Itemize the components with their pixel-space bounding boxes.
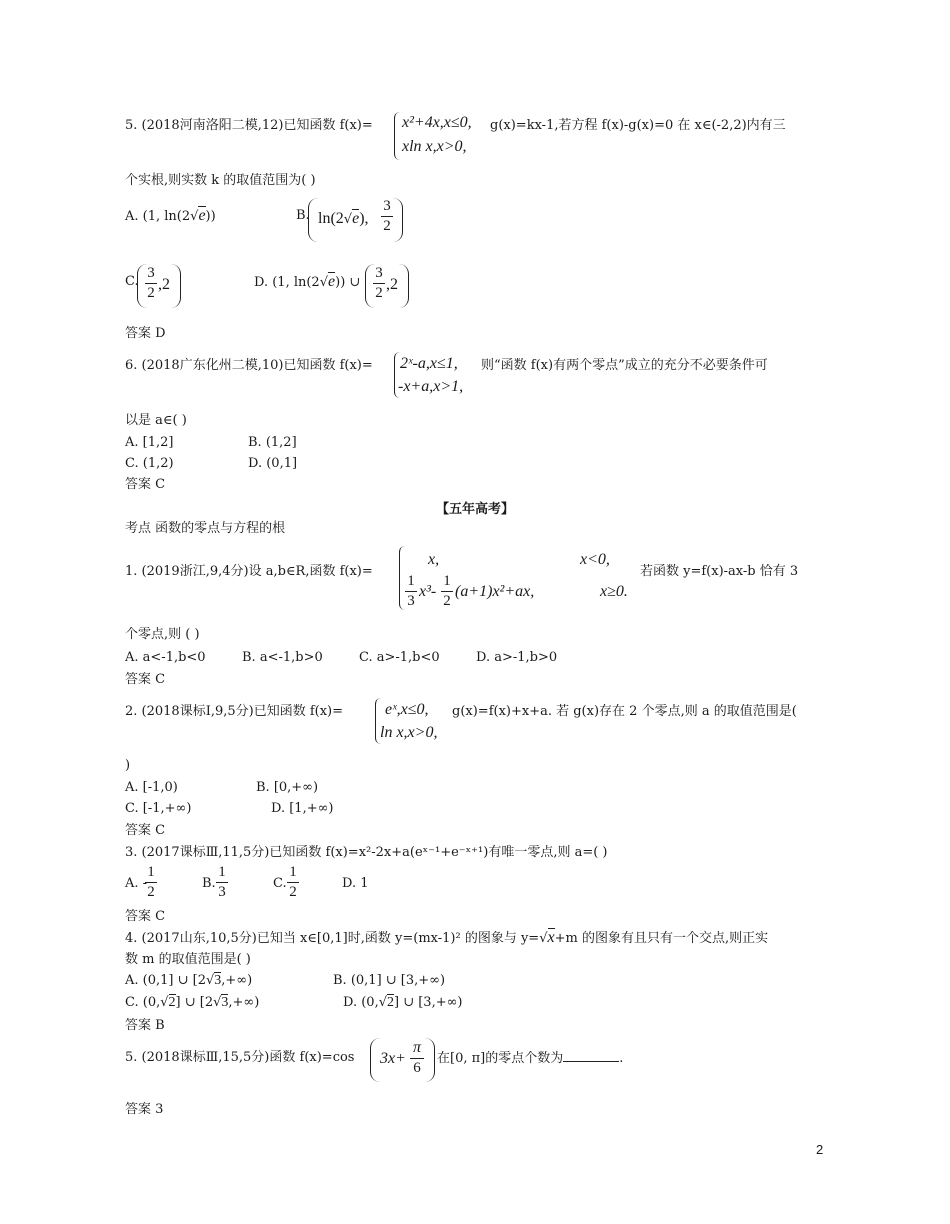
q4-answer: 答案 B xyxy=(125,1018,165,1033)
q5a-option-c-label: C. xyxy=(125,274,139,289)
fraction xyxy=(441,573,453,610)
q6a-option-a: A. [1,2] xyxy=(125,435,174,450)
option-text: )) xyxy=(205,209,216,224)
q2-option-c: C. [-1,+∞) xyxy=(125,801,192,816)
q1-answer: 答案 C xyxy=(125,672,166,687)
q2-stem-mid: g(x)=f(x)+x+a. 若 g(x)存在 2 个零点,则 a 的取值范围是( xyxy=(452,704,797,719)
root-radicand: e xyxy=(328,273,336,290)
right-paren xyxy=(424,1038,435,1082)
option-text: ] ∪ [3,+∞) xyxy=(394,995,463,1010)
q3-stem: 3. (2017课标Ⅲ,11,5分)已知函数 f(x)=x²-2x+a(eˣ⁻¹+e⁻ˣ⁺¹)有唯一零点,则 a=( ) xyxy=(125,845,608,860)
root-radicand: x xyxy=(547,929,555,946)
option-text: A. (1, ln(2 xyxy=(125,209,191,224)
denominator: 6 xyxy=(413,1060,421,1076)
option-text: ln(2 xyxy=(318,210,344,227)
q5b-answer: 答案 3 xyxy=(125,1102,164,1117)
root-radicand: e xyxy=(352,210,360,227)
fraction xyxy=(373,265,385,302)
stem-text: 4. (2017山东,10,5分)已知当 x∈[0,1]时,函数 y=(mx-1)² 的图象与 y= xyxy=(125,931,540,946)
q6a-stem-mid: 则“函数 f(x)有两个零点”成立的充分不必要条件可 xyxy=(481,358,768,373)
denominator: 3 xyxy=(218,884,226,900)
q1-stem-mid: 若函数 y=f(x)-ax-b 恰有 3 xyxy=(640,564,799,579)
option-text: ] ∪ [2 xyxy=(175,995,214,1010)
option-text: D. (1, ln(2 xyxy=(254,275,320,290)
numerator: 3 xyxy=(147,265,155,281)
q6a-option-d: D. (0,1] xyxy=(248,456,298,471)
q1-case1-expr: x, xyxy=(428,551,440,568)
stem-text: . xyxy=(619,1051,624,1066)
q1-stem-pre: 1. (2019浙江,9,4分)设 a,b∈R,函数 f(x)= xyxy=(125,564,373,579)
q4-option-d: D. (0,√2] ∪ [3,+∞) xyxy=(343,995,463,1010)
q6a-case1: 2ˣ-a,x≤1, xyxy=(400,355,458,372)
q6a-answer: 答案 C xyxy=(125,477,166,492)
q5a-option-d-tail: ,2 xyxy=(386,276,398,293)
q2-stem-tail: ) xyxy=(125,758,131,773)
q5a-stem-pre: 5. (2018河南洛阳二模,12)已知函数 f(x)= xyxy=(125,118,373,133)
denominator: 3 xyxy=(407,593,415,609)
section-heading: 【五年高考】 xyxy=(435,502,514,517)
q1-option-b: B. a<-1,b>0 xyxy=(242,650,323,665)
option-text: ,+∞) xyxy=(221,973,253,988)
q4-stem: 4. (2017山东,10,5分)已知当 x∈[0,1]时,函数 y=(mx-1)² 的图象与 y=√x+m 的图象有且只有一个交点,则正实 xyxy=(125,929,769,946)
q2-option-a: A. [-1,0) xyxy=(125,780,178,795)
option-text: D. (0, xyxy=(343,995,379,1010)
denominator: 2 xyxy=(383,218,391,234)
fraction xyxy=(410,1039,424,1077)
option-text: ), xyxy=(359,210,369,227)
q1-case1-cond: x<0, xyxy=(580,551,610,568)
right-paren xyxy=(170,264,181,308)
q4-option-b: B. (0,1] ∪ [3,+∞) xyxy=(333,973,446,988)
q5b-stem-post xyxy=(437,1049,623,1068)
q5a-option-b-label: B. xyxy=(296,208,310,223)
fraction xyxy=(287,864,299,901)
q5a-answer: 答案 D xyxy=(125,326,166,341)
denominator: 2 xyxy=(289,884,297,900)
q6a-option-c: C. (1,2) xyxy=(125,456,174,471)
denominator: 2 xyxy=(147,884,155,900)
q1-option-a: A. a<-1,b<0 xyxy=(125,650,206,665)
numerator: π xyxy=(412,1039,421,1056)
q4-stem-tail: 数 m 的取值范围是( ) xyxy=(125,952,251,967)
numerator: 1 xyxy=(147,864,155,880)
piecewise-brace xyxy=(394,112,401,160)
numerator: 1 xyxy=(443,573,451,589)
q5a-option-c-tail: ,2 xyxy=(158,276,170,293)
numerator: 3 xyxy=(383,198,391,214)
root-radicand: 3 xyxy=(214,973,222,988)
numerator: 3 xyxy=(375,265,383,281)
q6a-stem-tail: 以是 a∈( ) xyxy=(125,413,187,428)
q4-option-c: C. (0,√2] ∪ [2√3,+∞) xyxy=(125,995,260,1010)
topic-heading: 考点 函数的零点与方程的根 xyxy=(125,521,286,536)
denominator: 2 xyxy=(375,285,383,301)
option-text: ,+∞) xyxy=(228,995,260,1010)
q5a-option-b: ln(2√e), xyxy=(318,210,369,227)
fraction xyxy=(405,573,417,610)
q3-answer: 答案 C xyxy=(125,909,166,924)
stem-text: 在[0, π]的零点个数为 xyxy=(437,1051,564,1066)
q1-option-d: D. a>-1,b>0 xyxy=(476,650,558,665)
right-paren xyxy=(398,264,409,308)
numerator: 1 xyxy=(218,864,226,880)
q4-option-a: A. (0,1] ∪ [2√3,+∞) xyxy=(125,973,253,988)
q6a-case2: -x+a,x>1, xyxy=(398,378,464,395)
q5a-case2: xln x,x>0, xyxy=(402,138,467,155)
q2-stem-pre: 2. (2018课标Ⅰ,9,5分)已知函数 f(x)= xyxy=(125,704,344,719)
q3-option-c-label: C. xyxy=(273,876,287,891)
q3-option-a-label: A. - xyxy=(125,876,148,891)
stem-text: +m 的图象有且只有一个交点,则正实 xyxy=(554,931,769,946)
q2-case1: eˣ,x≤0, xyxy=(385,701,429,718)
option-text: C. (0, xyxy=(125,995,161,1010)
option-text: )) ∪ xyxy=(335,275,361,290)
right-paren xyxy=(392,198,403,242)
q5b-stem-pre: 5. (2018课标Ⅲ,15,5分)函数 f(x)=cos xyxy=(125,1050,355,1065)
q5b-inner-pre: 3x+ xyxy=(380,1050,406,1067)
q6a-option-b: B. (1,2] xyxy=(248,435,297,450)
fraction xyxy=(145,265,157,302)
q5a-stem-mid: g(x)=kx-1,若方程 f(x)-g(x)=0 在 x∈(-2,2)内有三 xyxy=(490,118,786,133)
denominator: 2 xyxy=(147,285,155,301)
root-radicand: 2 xyxy=(168,995,176,1010)
q2-answer: 答案 C xyxy=(125,823,166,838)
q1-stem-tail: 个零点,则 ( ) xyxy=(125,627,200,642)
page-number: 2 xyxy=(816,1142,824,1157)
q2-option-d: D. [1,+∞) xyxy=(271,801,334,816)
root-radicand: 2 xyxy=(387,995,394,1010)
q3-option-b-label: B. xyxy=(202,876,216,891)
q1-case2-cond: x≥0. xyxy=(600,583,628,600)
numerator: 1 xyxy=(289,864,297,880)
numerator: 1 xyxy=(407,573,415,589)
q1-case2-mid: x³- xyxy=(419,583,437,600)
q5a-stem-tail: 个实根,则实数 k 的取值范围为( ) xyxy=(125,173,316,188)
q3-option-d: D. 1 xyxy=(342,876,369,891)
q6a-stem-pre: 6. (2018广东化州二模,10)已知函数 f(x)= xyxy=(125,358,373,373)
q2-case2: ln x,x>0, xyxy=(380,724,438,741)
denominator: 2 xyxy=(443,593,451,609)
root-radicand: 3 xyxy=(221,995,229,1010)
fraction xyxy=(145,864,157,901)
fraction xyxy=(216,864,228,901)
q1-option-c: C. a>-1,b<0 xyxy=(359,650,440,665)
answer-blank[interactable] xyxy=(563,1049,619,1062)
q1-case2-tail: (a+1)x²+ax, xyxy=(455,583,535,600)
q5a-case1: x²+4x,x≤0, xyxy=(402,114,472,131)
q5a-option-a: A. (1, ln(2√e)) xyxy=(125,207,216,224)
q5a-option-d: D. (1, ln(2√e)) ∪ xyxy=(254,273,361,290)
option-text: A. (0,1] ∪ [2 xyxy=(125,973,206,988)
root-radicand: e xyxy=(198,207,206,224)
q2-option-b: B. [0,+∞) xyxy=(256,780,319,795)
